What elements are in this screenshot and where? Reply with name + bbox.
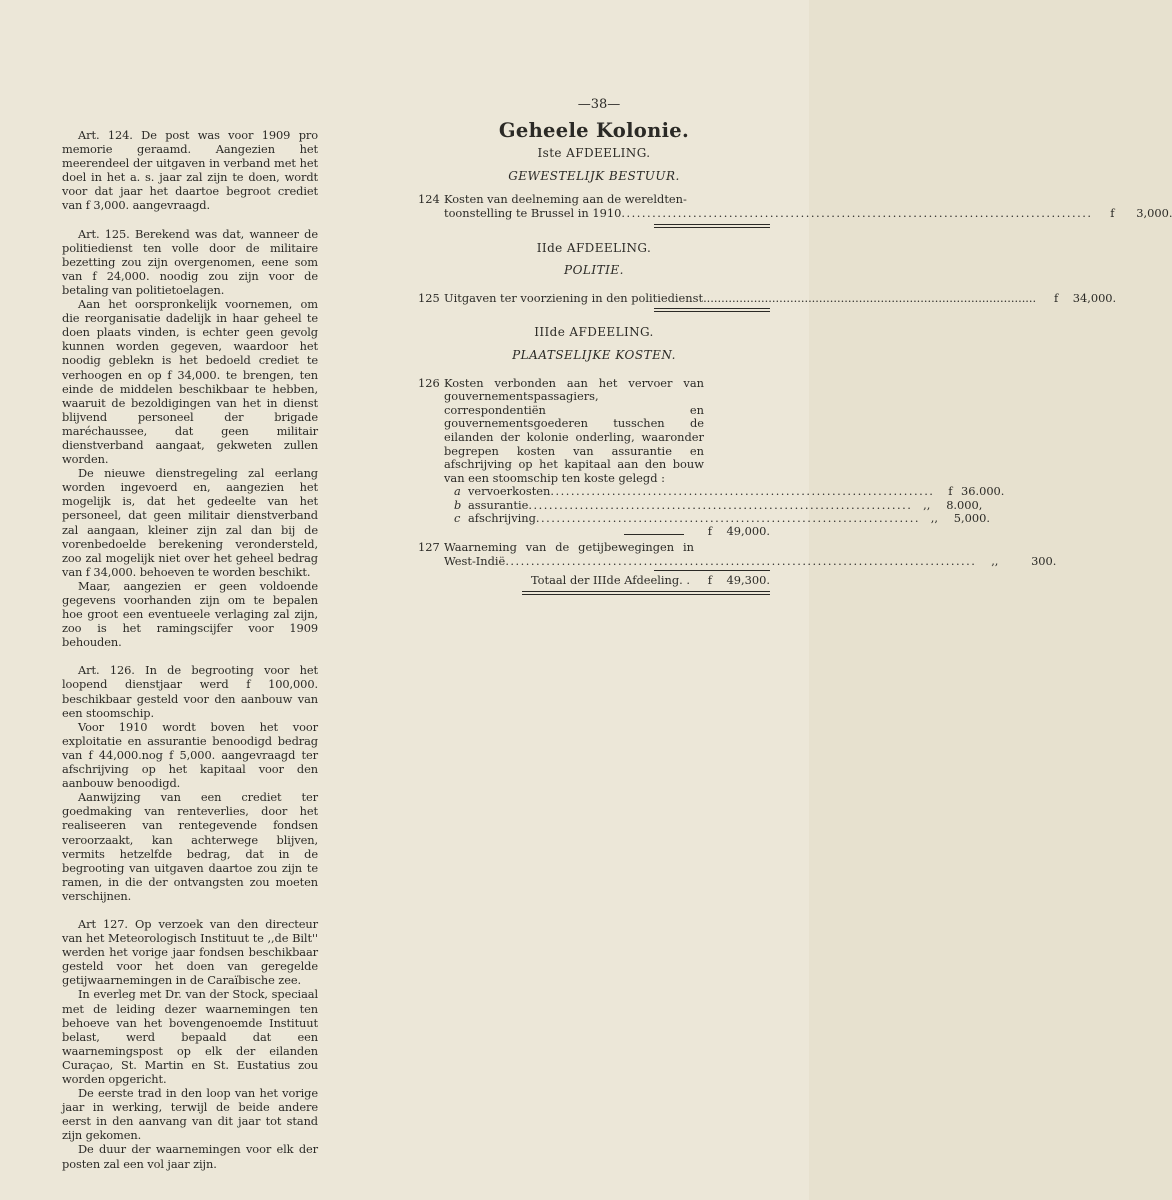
section-subheading: GEWESTELIJK BESTUUR. [508, 168, 680, 183]
paragraph: Aan het oorspronkelijk voornemen, om die reorganisatie dadelijk in haar geheel te doen plaats vinden, is echter geen gevolg kunnen worden gegeven, waardoor het noodig geblekn is het bedoeld crediet te verhoogen en op f 34,000. te brengen, ten einde de middelen beschikbaar te hebben, waaruit de bezoldigingen van het in dienst blijvend personeel der brigade maréchaussee, dat geen militair dienstverband aangaat, gekweten zullen worden. [62, 297, 318, 467]
leader-dots [621, 207, 1092, 221]
paragraph-art-126: Art. 126. In de begrooting voor het loopend dienstjaar werd f 100,000. beschikbaar gesteld voor den aanbouw van een stoomschip. [62, 663, 318, 720]
currency: f [948, 484, 953, 499]
paragraph: De nieuwe dienstregeling zal eerlang worden ingevoerd en, aangezien het mogelijk is, dat het gedeelte van het personeel, dat geen militair dienstverband zal aangaan, kleiner zijn zal dan bij de vorenbedoelde berekening verondersteld, zoo zal mogelijk niet over het geheel bedrag van f 34,000. behoeven te worden beschikt. [62, 466, 318, 579]
leader-dots [505, 555, 976, 569]
double-rule [654, 308, 770, 312]
section-subheading: PLAATSELIJKE KOSTEN. [512, 347, 676, 362]
section-heading: IIIde AFDEELING. [534, 325, 654, 340]
currency: f [1053, 290, 1059, 305]
item-description: Kosten van deelneming aan de wereldten- [444, 192, 687, 207]
total-rule [654, 570, 770, 571]
item-number: 126 [418, 375, 440, 390]
subitem-letter: c [454, 511, 461, 526]
item-description-end: West-Indië [444, 553, 506, 568]
item-description: Uitgaven ter voorziening in den politiedienst [444, 290, 704, 305]
item-amount: 49,000. [726, 524, 770, 539]
leader-dots [703, 292, 1036, 306]
leader-dots [550, 485, 934, 499]
paragraph: Maar, aangezien er geen voldoende gegevens voorhanden zijn om te bepalen hoe groot een eventueele verlaging zal zijn, zoo is het ramingscijfer voor 1909 behouden. [62, 578, 318, 650]
paragraph: In everleg met Dr. van der Stock, speciaal met de leiding dezer waarnemingen ten behoeve van het bovengenoemde Instituut belast, werd bepaald dat een waarnemingspost op elk der eilanden Curaçao, St. Martin en St. Eustatius zou worden opgericht. [62, 987, 318, 1086]
paragraph: Voor 1910 wordt boven het voor exploitatie en assurantie benoodigd bedrag van f 44,000.nog f 5,000. aangevraagd ter afschrijving op het kapitaal voor den aanbouw benoodigd. [62, 719, 318, 791]
subitem-amount: 8.000, [946, 497, 983, 512]
section-heading: IIde AFDEELING. [536, 240, 652, 255]
currency: ,, [923, 497, 931, 512]
paragraph-art-124: Art. 124. De post was voor 1909 pro memorie geraamd. Aangezien het meerendeel der uitgaven in verband met het doel in het a. s. jaar zal zijn te doen, wordt voor dat jaar het daartoe begroot crediet van f 3,000. aangevraagd. [62, 128, 318, 213]
currency: f [707, 524, 712, 539]
item-number: 125 [418, 290, 440, 305]
subitem-vervoerkosten [444, 484, 1005, 499]
subtotal-rule [624, 534, 684, 535]
subitem-label: assurantie [468, 497, 529, 512]
paragraph-art-127: Art 127. Op verzoek van den directeur van het Meteorologisch Instituut te ,,de Bilt'' werden het vorige jaar fondsen beschikbaar gesteld voor het doen van geregelde getijwaarnemingen in de Caraïbische zee. [62, 916, 318, 988]
total-label: Totaal der IIIde Afdeeling. . [530, 573, 690, 588]
budget-item-125 [418, 290, 1117, 306]
section-total [418, 574, 770, 588]
total-amount: 49,300. [726, 573, 770, 588]
item-amount: 34,000. [1072, 290, 1117, 305]
item-description-end: toonstelling te Brussel in 1910 [444, 205, 622, 220]
double-rule [522, 591, 770, 595]
paragraph: De eerste trad in den loop van het vorige jaar in werking, terwijl de beide andere eerst in den aanvang van dit jaar tot stand zijn gekomen. [62, 1086, 318, 1143]
currency: f [707, 573, 712, 588]
subitem-amount: 36.000. [960, 484, 1005, 499]
right-column-budget [418, 97, 1172, 595]
subitem-letter: b [454, 497, 462, 512]
currency: ,, [930, 511, 938, 526]
paragraph-art-125: Art. 125. Berekend was dat, wanneer de politiedienst ten volle door de militaire bezetting zou zijn overgenomen, eene som van f 24,000. noodig zou zijn voor de betaling van politietoelagen. [62, 226, 318, 297]
currency: ,, [991, 553, 999, 568]
item-number: 124 [418, 192, 440, 207]
double-rule [654, 224, 770, 228]
subitem-assurantie [444, 497, 983, 513]
budget-item-127 [418, 540, 1057, 568]
section-subheading: POLITIE. [564, 263, 624, 278]
page-title: Geheele Kolonie. [498, 118, 690, 142]
item-amount: 300. [1031, 553, 1057, 568]
subitem-letter: a [454, 484, 461, 499]
subitem-afschrijving [444, 511, 990, 526]
budget-item-126 [418, 375, 1005, 540]
page-number: —38— [577, 97, 621, 112]
paragraph: De duur der waarnemingen voor elk der posten zal een vol jaar zijn. [62, 1142, 318, 1171]
item-description: Waarneming van de getijbewegingen in [444, 540, 694, 555]
subitem-amount: 5,000. [953, 511, 990, 526]
budget-item-124 [418, 192, 1172, 220]
currency: f [1110, 205, 1115, 220]
item-number: 127 [418, 540, 440, 555]
subitem-label: afschrijving [468, 511, 536, 526]
subitem-label: vervoerkosten [468, 484, 551, 499]
item-amount: 3,000. [1136, 205, 1172, 220]
paragraph: Aanwijzing van een crediet ter goedmaking van renteverlies, door het realiseeren van rentegevende fondsen veroorzaakt, kan achterwege blijven, vermits hetzelfde bedrag, dat in de begrooting van uitgaven daartoe zou zijn te ramen, in die der ontvangsten zou moeten verschijnen. [62, 790, 318, 903]
item-description: Kosten verbonden aan het vervoer van gouvernementspassagiers, correspondentiën en gouvernementsgoederen tusschen de eilanden der kolonie onderling, waaronder begrepen kosten van assurantie en afschrijving op het kapitaal aan den bouw van een stoomschip ten koste gelegd : [444, 375, 704, 485]
leader-dots [528, 499, 912, 513]
left-column-explanations [62, 128, 318, 1171]
section-heading: Iste AFDEELING. [537, 146, 651, 161]
